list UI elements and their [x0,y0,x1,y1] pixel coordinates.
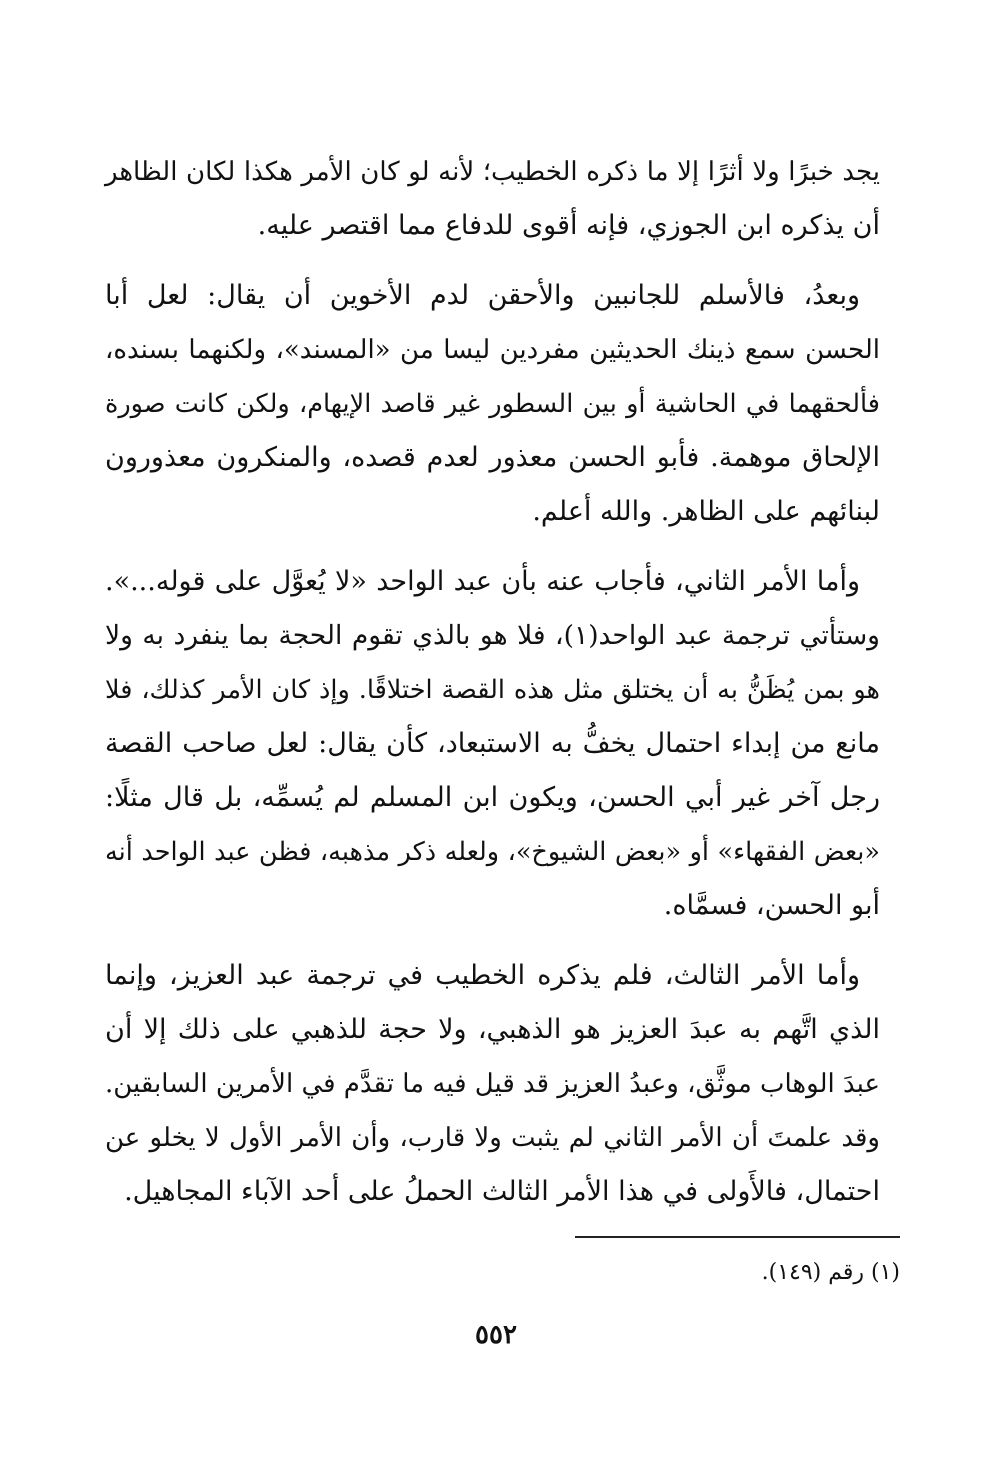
text-line: وأما الأمر الثاني، فأجاب عنه بأن عبد الواحد «لا يُعوَّل على قوله...». [105,566,860,597]
page-number: ٥٥٢ [475,1320,517,1350]
text-line: أبو الحسن، فسمَّاه. [663,890,880,921]
page-body [105,145,900,1235]
text-line: وبعدُ، فالأسلم للجانبين والأحقن لدم الأخوين أن يقال: لعل أبا [105,280,860,311]
text-line: الذي اتَّهم به عبدَ العزيز هو الذهبي، ولا حجة للذهبي على ذلك إلا أن [105,1014,880,1045]
text-line: أن يذكره ابن الجوزي، فإنه أقوى للدفاع مما اقتصر عليه. [257,210,880,241]
text-line: الإلحاق موهمة. فأبو الحسن معذور لعدم قصده، والمنكرون معذورون [105,442,880,473]
text-line: فألحقهما في الحاشية أو بين السطور غير قاصد الإيهام، ولكن كانت صورة [105,389,880,419]
text-line: مانع من إبداء احتمال يخفُّ به الاستبعاد، كأن يقال: لعل صاحب القصة [105,728,880,759]
footnote-divider [575,1236,900,1238]
text-line: رجل آخر غير أبي الحسن، ويكون ابن المسلم لم يُسمِّه، بل قال مثلًا: [105,782,880,813]
paragraph-1 [105,145,900,253]
text-line: «بعض الفقهاء» أو «بعض الشيوخ»، ولعله ذكر مذهبه، فظن عبد الواحد أنه [105,837,880,867]
paragraph-3 [105,555,900,933]
text-line: عبدَ الوهاب موثَّق، وعبدُ العزيز قد قيل فيه ما تقدَّم في الأمرين السابقين. [105,1069,880,1099]
text-line: يجد خبرًا ولا أثرًا إلا ما ذكره الخطيب؛ لأنه لو كان الأمر هكذا لكان الظاهر [105,157,880,187]
footnote: (١) رقم (١٤٩). [761,1260,900,1285]
text-line: احتمال، فالأَولى في هذا الأمر الثالث الحملُ على أحد الآباء المجاهيل. [124,1176,880,1207]
text-line: وستأتي ترجمة عبد الواحد(١)، فلا هو بالذي تقوم الحجة بما ينفرد به ولا [105,620,880,651]
text-line: وقد علمتَ أن الأمر الثاني لم يثبت ولا قارب، وأن الأمر الأول لا يخلو عن [105,1123,880,1153]
paragraph-4 [105,949,900,1219]
text-line: هو بمن يُظَنُّ به أن يختلق مثل هذه القصة اختلاقًا. وإذ كان الأمر كذلك، فلا [105,675,880,705]
text-line: وأما الأمر الثالث، فلم يذكره الخطيب في ترجمة عبد العزيز، وإنما [105,960,860,991]
text-line: لبنائهم على الظاهر. والله أعلم. [532,496,880,527]
text-line: الحسن سمع ذينك الحديثين مفردين ليسا من «المسند»، ولكنهما بسنده، [105,335,880,365]
paragraph-2 [105,269,900,539]
